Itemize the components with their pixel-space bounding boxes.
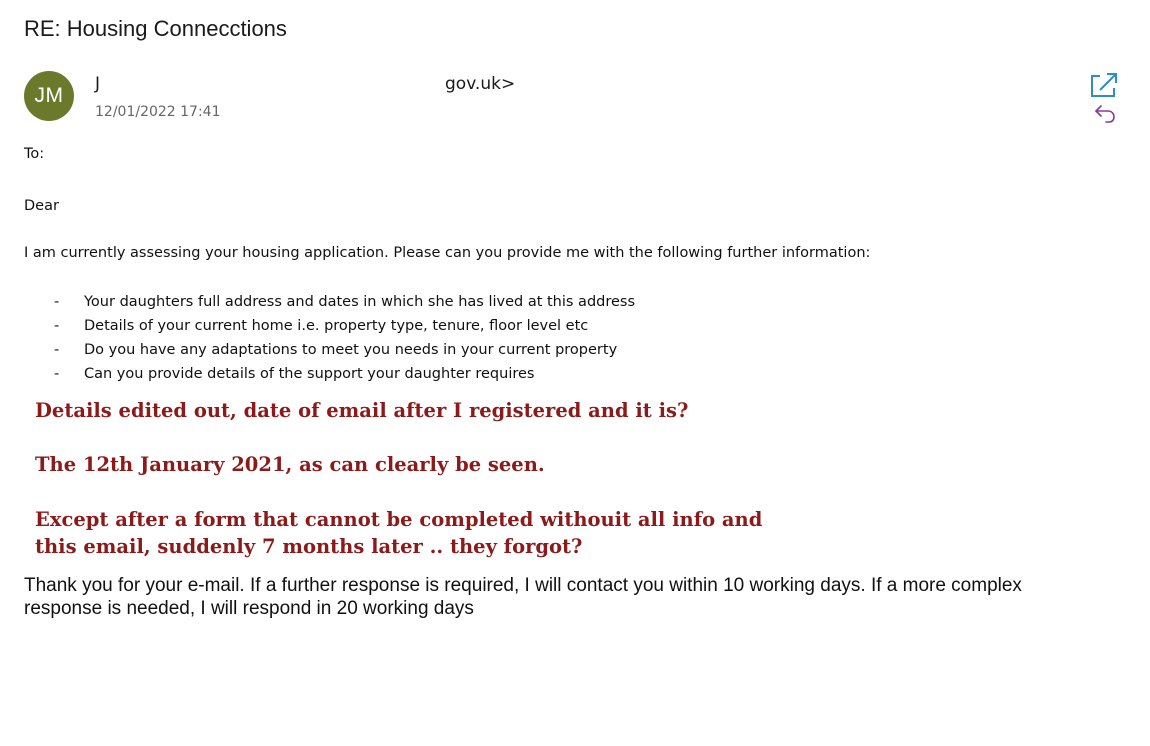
auto-reply-message <box>24 574 1124 620</box>
annotation-note-1: Details edited out, date of email after I registered and it is? <box>35 399 689 422</box>
list-item-text: Details of your current home i.e. property type, tenure, floor level etc <box>84 318 589 334</box>
list-item-marker: - <box>54 318 60 334</box>
email-greeting: Dear <box>24 198 59 214</box>
list-item-text: Do you have any adaptations to meet you needs in your current property <box>84 342 618 358</box>
list-item-marker: - <box>54 366 60 382</box>
annotation-note-3-line-1: Except after a form that cannot be completed withouit all info and <box>35 508 763 531</box>
to-label: To: <box>24 146 45 162</box>
open-in-new-window-icon-graphic <box>1089 71 1119 99</box>
email-subject: RE: Housing Connecctions <box>24 16 287 41</box>
open-in-new-window-icon[interactable] <box>1089 71 1119 99</box>
sender-address <box>95 74 535 98</box>
list-item-marker: - <box>54 294 60 310</box>
annotation-note-3 <box>35 506 762 560</box>
avatar-initials: JM <box>34 84 64 107</box>
list-item-text: Your daughters full address and dates in which she has lived at this address <box>84 294 636 310</box>
reply-icon[interactable] <box>1093 103 1117 125</box>
sender-avatar <box>24 71 74 121</box>
auto-reply-line-1: Thank you for your e-mail. If a further response is required, I will contact you within 10 working days. If a more complex <box>24 575 1022 596</box>
annotation-note-2: The 12th January 2021, as can clearly be seen. <box>35 453 545 476</box>
annotation-note-3-line-2: this email, suddenly 7 months later .. they forgot? <box>35 535 583 558</box>
list-item-marker: - <box>54 342 60 358</box>
email-date: 12/01/2022 17:41 <box>95 104 221 120</box>
sender-initial: J <box>95 74 101 94</box>
list-item-text: Can you provide details of the support your daughter requires <box>84 366 535 382</box>
sender-redacted-area <box>109 77 439 93</box>
sender-domain: gov.uk> <box>445 74 516 94</box>
reply-icon-graphic <box>1093 103 1117 125</box>
email-intro: I am currently assessing your housing application. Please can you provide me with the following further information: <box>24 245 871 261</box>
auto-reply-line-2: response is needed, I will respond in 20 working days <box>24 598 474 619</box>
